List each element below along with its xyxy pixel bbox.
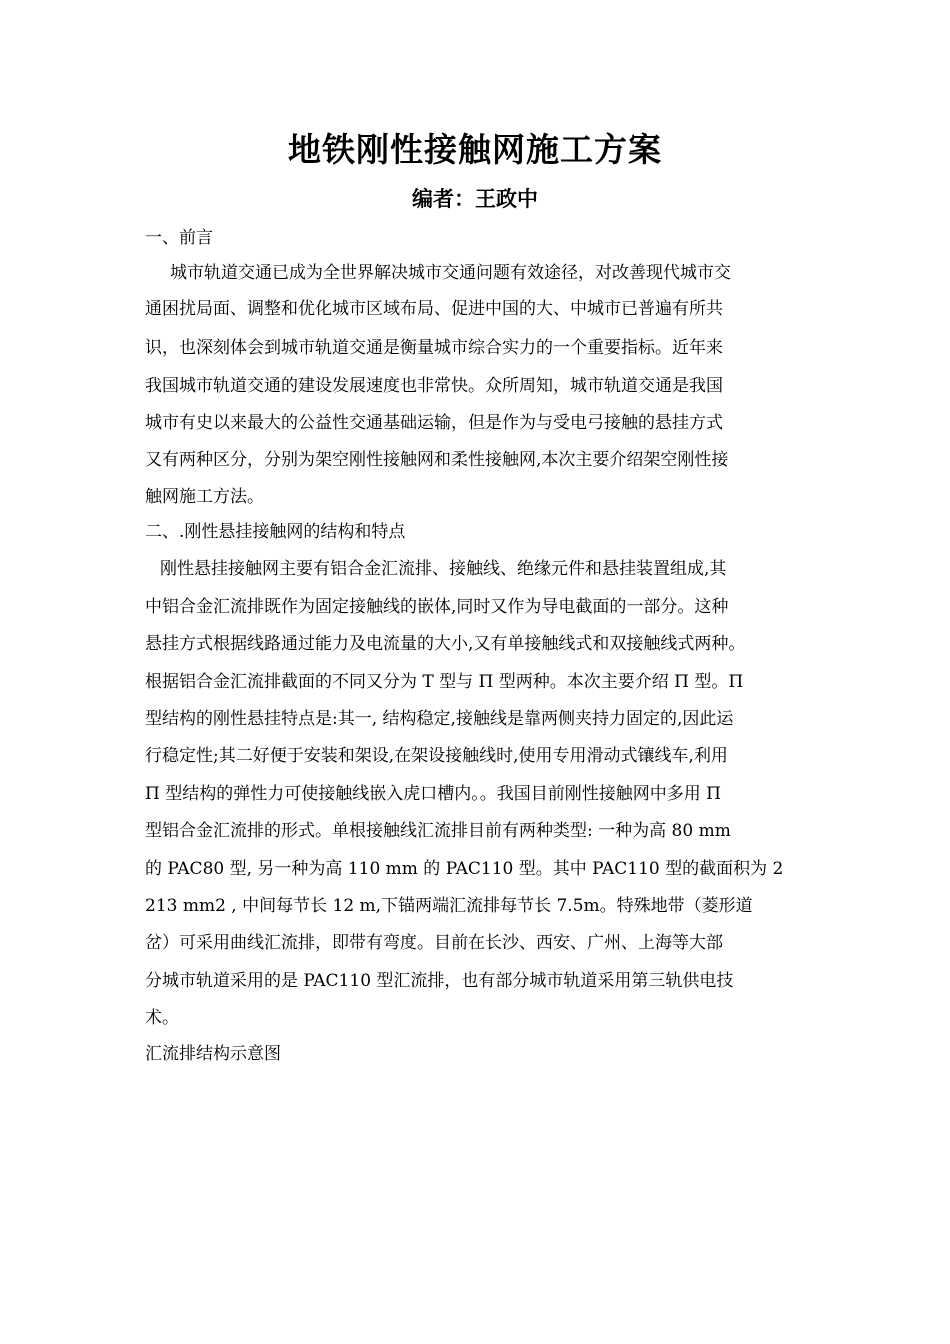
paragraph-line: 岔）可采用曲线汇流排，即带有弯度。目前在长沙、西安、广州、上海等大部 [145,933,723,953]
paragraph-line: 分城市轨道采用的是 PAC110 型汇流排，也有部分城市轨道采用第三轨供电技 [145,971,734,991]
section-heading-structure: 二、.刚性悬挂接触网的结构和特点 [145,522,406,542]
section-heading-preface: 一、前言 [145,228,213,248]
figure-caption: 汇流排结构示意图 [145,1044,281,1064]
paragraph-line: Π 型结构的弹性力可使接触线嵌入虎口槽内。。我国目前刚性接触网中多用 Π [145,784,721,804]
paragraph-line: 城市有史以来最大的公益性交通基础运输，但是作为与受电弓接触的悬挂方式 [145,413,723,433]
paragraph-line: 型铝合金汇流排的形式。单根接触线汇流排目前有两种类型: 一种为高 80 mm [145,821,731,841]
paragraph-line: 我国城市轨道交通的建设发展速度也非常快。众所周知，城市轨道交通是我国 [145,376,723,396]
paragraph-line: 刚性悬挂接触网主要有铝合金汇流排、接触线、绝缘元件和悬挂装置组成,其 [160,559,727,579]
paragraph-line: 根据铝合金汇流排截面的不同又分为 T 型与 Π 型两种。本次主要介绍 Π 型。Π [145,672,744,692]
paragraph-line: 城市轨道交通已成为全世界解决城市交通问题有效途径，对改善现代城市交 [170,263,731,283]
paragraph-line: 通困扰局面、调整和优化城市区域布局、促进中国的大、中城市已普遍有所共 [145,299,723,319]
paragraph-line: 又有两种区分，分别为架空刚性接触网和柔性接触网,本次主要介绍架空刚性接 [145,450,729,470]
paragraph-line: 中铝合金汇流排既作为固定接触线的嵌体,同时又作为导电截面的一部分。这种 [145,597,729,617]
paragraph-line: 行稳定性;其二好便于安装和架设,在架设接触线时,使用专用滑动式镶线车,利用 [145,746,728,766]
paragraph-line: 悬挂方式根据线路通过能力及电流量的大小,又有单接触线式和双接触线式两种。 [145,634,746,654]
paragraph-line: 的 PAC80 型, 另一种为高 110 mm 的 PAC110 型。其中 PAC110 型的截面积为 2 [145,859,784,879]
paragraph-line: 识，也深刻体会到城市轨道交通是衡量城市综合实力的一个重要指标。近年来 [145,338,723,358]
document-author: 编者：王政中 [412,186,538,211]
paragraph-line: 213 mm2 , 中间每节长 12 m,下锚两端汇流排每节长 7.5m。特殊地带（菱形道 [145,896,753,916]
paragraph-line: 触网施工方法。 [145,487,264,507]
document-title: 地铁刚性接触网施工方案 [288,130,662,169]
paragraph-line: 术。 [145,1008,179,1028]
paragraph-line: 型结构的刚性悬挂特点是:其一, 结构稳定,接触线是靠两侧夹持力固定的,因此运 [145,709,734,729]
